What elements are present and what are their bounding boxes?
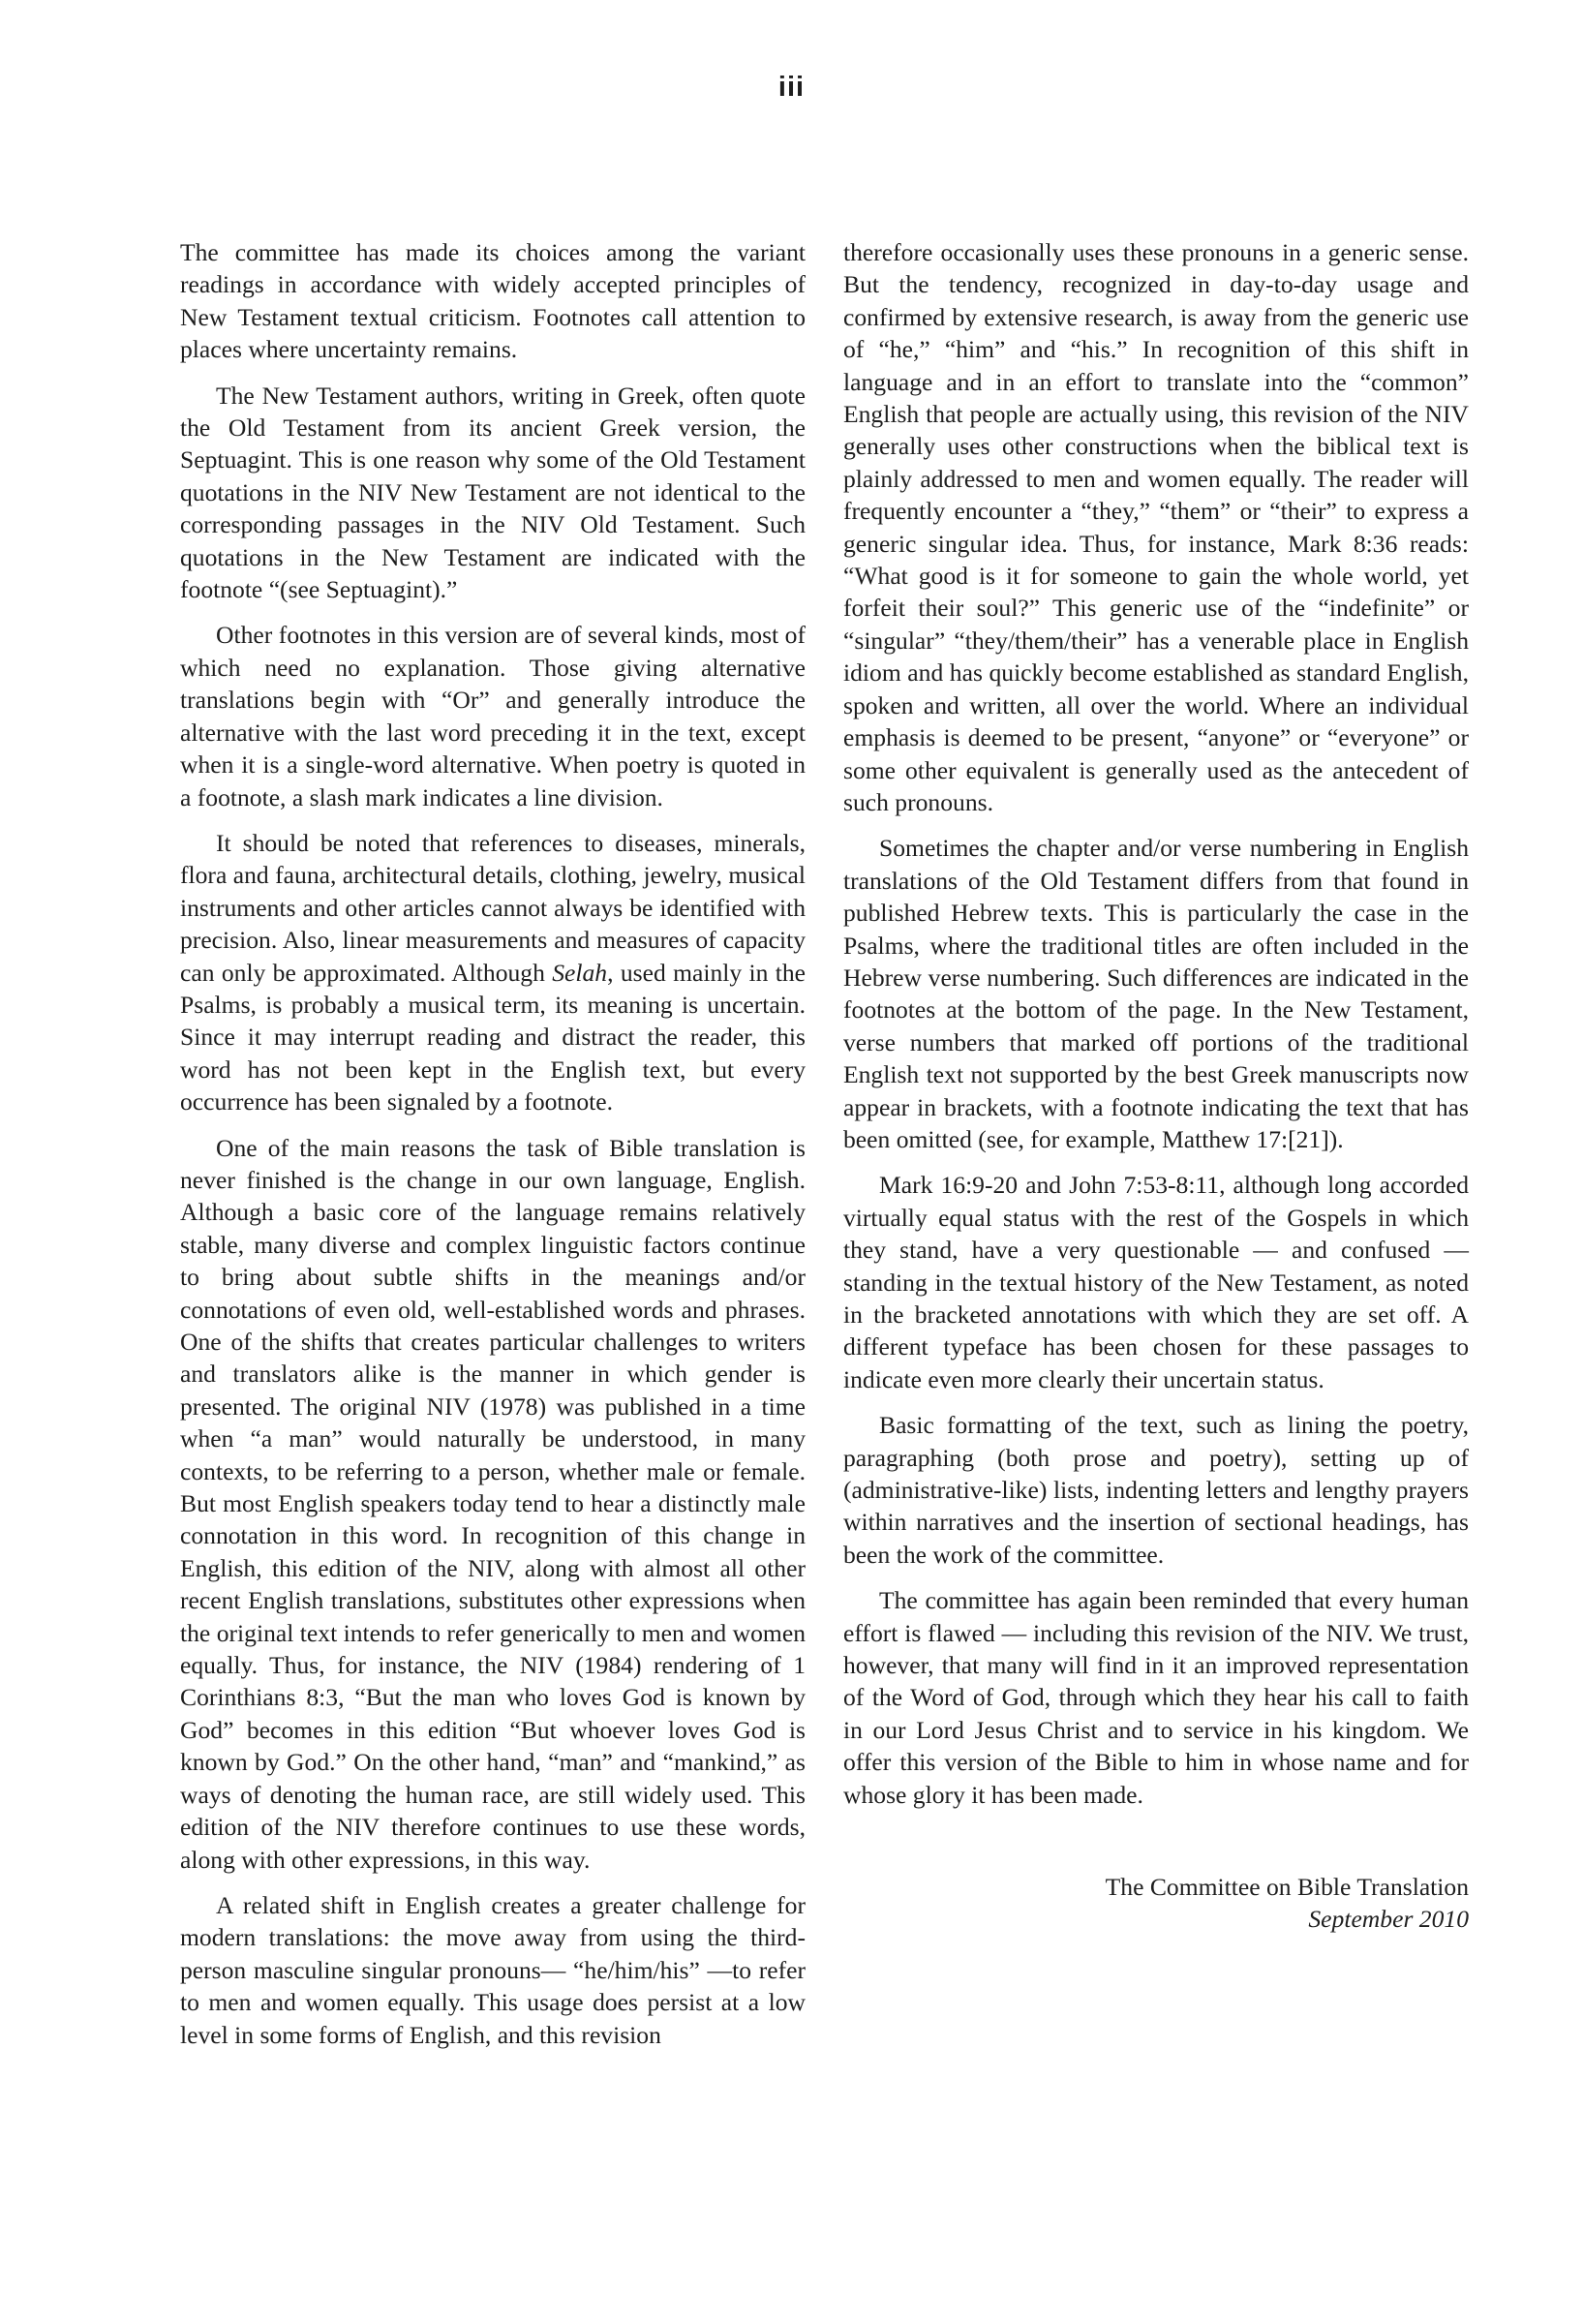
- italic-term-selah: Selah: [552, 958, 608, 987]
- paragraph: Other footnotes in this version are of several kinds, most of which need no explanation. Those giving alternative translations begin with “Or” and generally introduce the alternative with the last word preceding it in the text, except when it is a single-word alternative. When poetry is quoted in a footnote, a slash mark indicates a line division.: [180, 621, 806, 811]
- paragraph: A related shift in English creates a greater challenge for modern translations: the move away from using the third-person masculine singular pronouns— “he/him/his” —to refer to men and women equally. This usage does persist at a low level in some forms of English, and this revision: [180, 1890, 806, 2049]
- paragraph-text: , used mainly in the Psalms, is probably a musical term, its meaning is uncertain. Since it may interrupt reading and distract the reader, this word has not been kept in the English text, but every occurrence has been signaled by a footnote.: [180, 958, 806, 1116]
- right-column: [843, 236, 1469, 1935]
- paragraph: Basic formatting of the text, such as lining the poetry, paragraphing (both prose and poetry), setting up of (administrative-like) lists, indenting letters and lengthy prayers within narratives and the insertion of sectional headings, has been the work of the committee.: [843, 1411, 1469, 1569]
- signature-name: The Committee on Bible Translation: [1105, 1873, 1469, 1902]
- paragraph: Mark 16:9-20 and John 7:53-8:11, although long accorded virtually equal status with the rest of the Gospels in which they stand, have a very questionable — and confused — standing in the textual history of the New Testament, as noted in the bracketed annotations with which they are set off. A different typeface has been chosen for these passages to indicate even more clearly their uncertain status.: [843, 1171, 1469, 1393]
- paragraph: Sometimes the chapter and/or verse numbering in English translations of the Old Testament differs from that found in published Hebrew texts. This is particularly the case in the Psalms, where the traditional titles are often included in the Hebrew verse numbering. Such differences are indicated in the footnotes at the bottom of the page. In the New Testament, verse numbers that marked off portions of the traditional English text not supported by the best Greek manuscripts now appear in brackets, with a footnote indicating the text that has been omitted (see, for example, Matthew 17:[21]).: [843, 834, 1469, 1153]
- page-number: iii: [777, 72, 806, 103]
- paragraph: The New Testament authors, writing in Greek, often quote the Old Testament from its ancient Greek version, the Septuagint. This is one reason why some of the Old Testament quotations in the NIV New Testament are not identical to the corresponding passages in the NIV Old Testament. Such quotations in the New Testament are indicated with the footnote “(see Septuagint).”: [180, 381, 806, 604]
- paragraph: The committee has again been reminded that every human effort is flawed — including this revision of the NIV. We trust, however, that many will find in it an improved representation of the Word of God, through which they hear his call to faith in our Lord Jesus Christ and to service in his kingdom. We offer this version of the Bible to him in whose name and for whose glory it has been made.: [843, 1586, 1469, 1809]
- paragraph: [180, 827, 806, 1118]
- paragraph: One of the main reasons the task of Bible translation is never finished is the change in our own language, English. Although a basic core of the language remains relatively stable, many diverse and complex linguistic factors continue to bring about subtle shifts in the meanings and/or connotations of even old, well-established words and phrases. One of the shifts that creates particular challenges to writers and translators alike is the manner in which gender is presented. The original NIV (1978) was published in a time when “a man” would naturally be understood, in many contexts, to be referring to a person, whether male or female. But most English speakers today tend to hear a distinctly male connotation in this word. In recognition of this change in English, this edition of the NIV, along with almost all other recent English translations, substitutes other expressions when the original text intends to refer generically to men and women equally. Thus, for instance, the NIV (1984) rendering of 1 Corinthians 8:3, “But the man who loves God is known by God” becomes in this edition “But whoever loves God is known by God.” On the other hand, “man” and “mankind,” as ways of denoting the human race, are still widely used. This edition of the NIV therefore continues to use these words, along with other expressions, in this way.: [180, 1133, 806, 1874]
- signature-block: [843, 1871, 1469, 1935]
- left-column: [180, 236, 806, 2064]
- paragraph-text: It should be noted that references to diseases, minerals, flora and fauna, architectural details, clothing, jewelry, musical instruments and other articles cannot always be identified with precision. Also, linear measurements and measures of capacity can only be approximated. Although: [180, 828, 806, 987]
- paragraph: therefore occasionally uses these pronouns in a generic sense. But the tendency, recognized in day-to-day usage and confirmed by extensive research, is away from the generic use of “he,” “him” and “his.” In recognition of this shift in language and in an effort to translate into the “common” English that people are actually using, this revision of the NIV generally uses other constructions when the biblical text is plainly addressed to men and women equally. The reader will frequently encounter a “they,” “them” or “their” to express a generic singular idea. Thus, for instance, Mark 8:36 reads: “What good is it for someone to gain the whole world, yet forfeit their soul?” This generic use of the “indefinite” or “singular” “they/them/their” has a venerable place in English idiom and has quickly become established as standard English, spoken and written, all over the world. Where an individual emphasis is deemed to be present, “anyone” or “everyone” or some other equivalent is generally used as the antecedent of such pronouns.: [843, 238, 1469, 816]
- signature-date: September 2010: [1308, 1905, 1469, 1934]
- paragraph: The committee has made its choices among the variant readings in accordance with widely accepted principles of New Testament textual criticism. Footnotes call attention to places where uncertainty remains.: [180, 238, 806, 364]
